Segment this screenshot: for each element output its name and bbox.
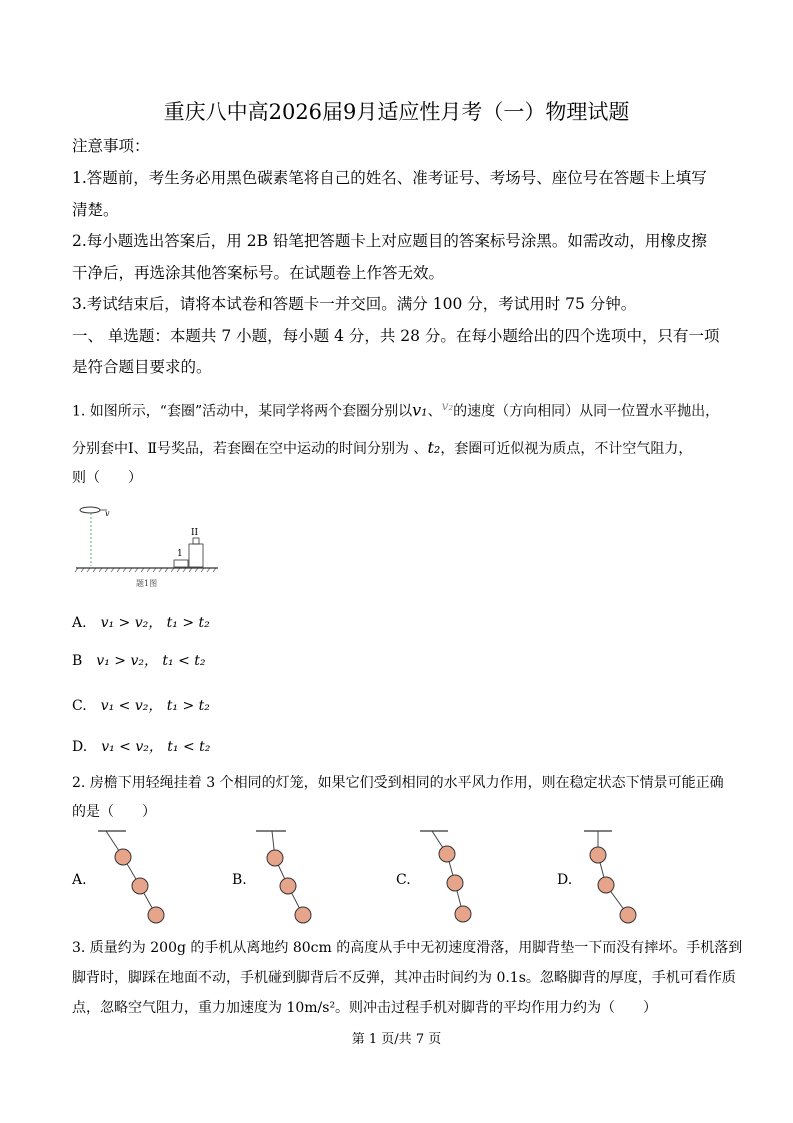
q1-option-d-expr: v₁ < v₂， t₁ < t₂: [101, 739, 211, 755]
lantern-1: [439, 846, 455, 862]
q1-text-b: 的速度（方向相同）从同一位置水平抛出，: [453, 403, 720, 420]
lantern-3: [455, 906, 471, 922]
lantern-2: [280, 878, 296, 894]
q1-line-1: [72, 396, 719, 422]
hoop-ring: [80, 507, 100, 513]
section-heading-line-2: 是符合题目要求的。: [72, 358, 212, 376]
notice-item-2: [72, 231, 707, 283]
q3-line-1: 3. 质量约为 200g 的手机从离地约 80cm 的高度从手中无初速度滑落，用脚背垫一下而没有摔坏。手机落到: [72, 940, 743, 956]
lantern-2: [132, 878, 148, 894]
section-heading-line-1: 一、 单选题：本题共 7 小题，每小题 4 分，共 28 分。在每小题给出的四个选项中，只有一项: [72, 327, 720, 345]
q1-v2: v₂: [441, 399, 454, 413]
q1-option-a[interactable]: [72, 612, 210, 632]
q2-option-b-letter[interactable]: B.: [232, 872, 247, 888]
q1-option-a-letter: A.: [72, 615, 87, 631]
q1-text-d: ，套圈可近似视为质点，不计空气阻力，: [440, 441, 693, 457]
q1-option-d[interactable]: [72, 736, 210, 756]
q3-line-2: 脚背时，脚踩在地面不动，手机碰到脚背后不反弹，其冲击时间约为 0.1s。忽略脚背的厚度，手机可看作质: [72, 970, 736, 986]
q2-option-d-figure: [576, 828, 656, 928]
lantern-3: [295, 907, 311, 923]
q1-text-a: 1. 如图所示，“套圈”活动中，某同学将两个套圈分别以: [72, 403, 413, 420]
q1-figure: [72, 498, 222, 590]
q2-option-a-letter[interactable]: A.: [72, 872, 87, 888]
q1-option-c[interactable]: [72, 695, 210, 715]
q2-line-1: 2. 房檐下用轻绳挂着 3 个相同的灯笼，如果它们受到相同的水平风力作用，则在稳定状态下情景可能正确: [72, 775, 724, 791]
figure-caption: 题1图: [136, 579, 158, 588]
notice-heading: 注意事项：: [72, 137, 150, 155]
q2-option-b-figure: [250, 828, 330, 928]
prize-2: [189, 544, 203, 567]
notice-item-1: [72, 168, 707, 220]
lantern-3: [148, 907, 164, 923]
notice-item-2-line-2: 干净后，再选涂其他答案标号。在试题卷上作答无效。: [72, 264, 445, 282]
notice-item-1-line-1: 1.答题前，考生务必用黑色碳素笔将自己的姓名、准考证号、考场号、座位号在答题卡上填写: [72, 169, 707, 187]
notice-item-3: 3.考试结束后，请将本试卷和答题卡一并交回。满分 100 分，考试用时 75 分钟。: [72, 295, 637, 313]
section-heading: [72, 326, 719, 377]
q2-option-c-figure: [414, 828, 494, 928]
notice-item-1-line-2: 清楚。: [72, 201, 119, 219]
q1-line-2: [72, 438, 692, 459]
prize-1-label: 1: [177, 549, 183, 559]
q1-option-b[interactable]: [72, 650, 206, 670]
velocity-label: v: [105, 509, 110, 518]
prize-2-top: [193, 538, 199, 544]
lantern-1: [267, 850, 283, 866]
q1-text-c: 分别套中Ⅰ、Ⅱ号奖品，若套圈在空中运动的时间分别为 、: [72, 441, 428, 457]
page-title: 重庆八中高2026届9月适应性月考（一）物理试题: [163, 100, 630, 124]
lantern-3: [620, 907, 636, 923]
q2-option-a-figure: [92, 828, 172, 928]
page-footer: 第 1 页/共 7 页: [351, 1032, 442, 1047]
q1-option-b-letter: B: [72, 653, 83, 669]
q1-sep: 、: [427, 403, 442, 420]
q1-t2: t₂: [427, 438, 441, 457]
q2-line-2: 的是（ ）: [72, 804, 156, 820]
lantern-1: [590, 847, 606, 863]
q2-option-c-letter[interactable]: C.: [396, 872, 411, 888]
prize-1: [174, 560, 188, 567]
q1-line-3: 则（ ）: [72, 470, 142, 486]
q1-option-c-letter: C.: [72, 698, 87, 714]
lantern-2: [447, 875, 463, 891]
q1-option-a-expr: v₁ > v₂， t₁ > t₂: [100, 615, 210, 631]
q2-option-d-letter[interactable]: D.: [557, 872, 573, 888]
lantern-2: [598, 877, 614, 893]
notice-item-2-line-1: 2.每小题选出答案后，用 2B 铅笔把答题卡上对应题目的答案标号涂黑。如需改动，用橡皮擦: [72, 232, 707, 250]
q1-option-c-expr: v₁ < v₂， t₁ > t₂: [100, 698, 210, 714]
prize-2-label: II: [191, 528, 199, 538]
lantern-1: [115, 849, 131, 865]
q3-line-3: 点，忽略空气阻力，重力加速度为 10m/s²。则冲击过程手机对脚背的平均作用力约为（ ）: [72, 1000, 658, 1016]
q1-option-d-letter: D.: [72, 739, 88, 755]
q1-option-b-expr: v₁ > v₂， t₁ < t₂: [96, 653, 206, 669]
q1-v1: v₁: [412, 400, 428, 420]
